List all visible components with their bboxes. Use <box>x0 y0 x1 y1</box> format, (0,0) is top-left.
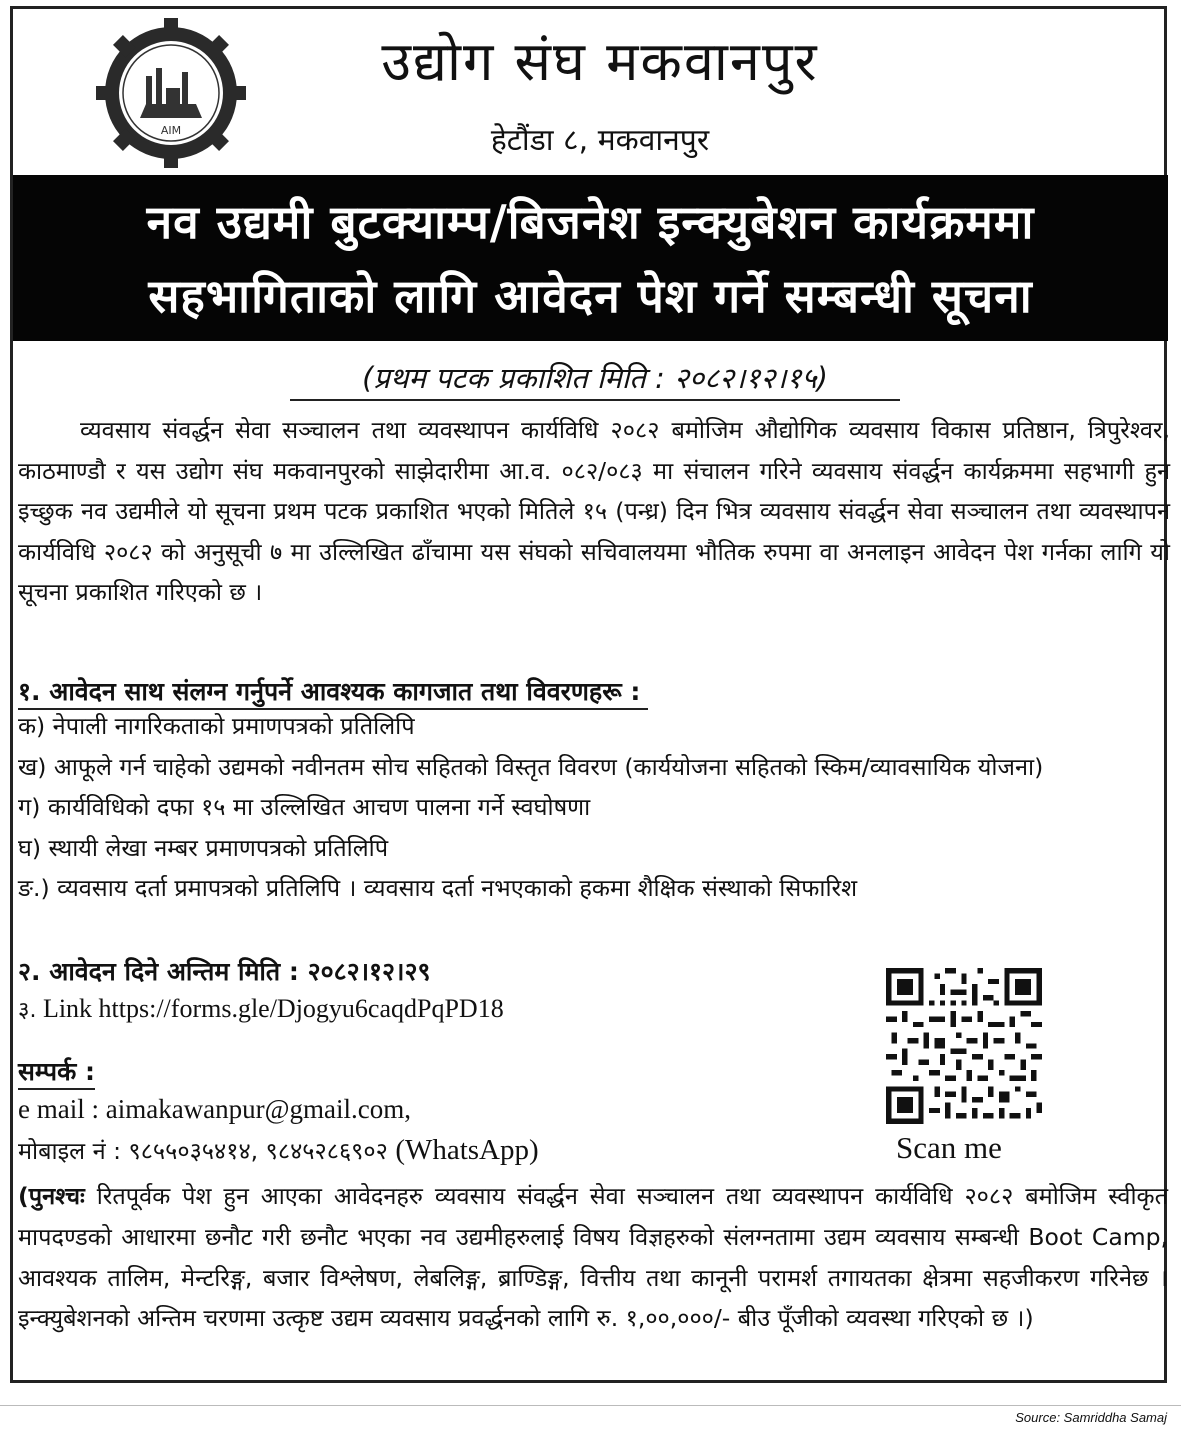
contact-email[interactable]: e mail : aimakawanpur@gmail.com, <box>18 1094 411 1124</box>
organization-title: उद्योग संघ मकवानपुर <box>381 30 819 93</box>
postscript-label: (पुनश्चः <box>18 1182 85 1210</box>
banner-line-1: नव उद्यमी बुटक्याम्प/बिजनेश इन्क्युबेशन कार्यक्रममा <box>146 195 1035 249</box>
publication-date: (प्रथम पटक प्रकाशित मिति : २०८२।१२।१५) <box>290 358 900 401</box>
postscript-text: रितपूर्वक पेश हुन आएका आवेदनहरु व्यवसाय संवर्द्धन सेवा सञ्चालन तथा व्यवस्थापन कार्यविधि २०८२ बमोजिम स्वीकृत मापदण्डको आधारमा छनौट गरी छनौट भएका नव उद्यमीहरुलाई विषय विज्ञहरुको संलग्नतामा उद्यम व्यवसाय सम्बन्धी Boot Camp, आवश्यक तालिम, मेन्टरिङ्ग, बजार विश्लेषण, लेबलिङ्ग, ब्राण्डिङ्ग, वित्तीय तथा कानूनी परामर्श तगायतका क्षेत्रमा सहजीकरण गरिनेछ । इन्क्युबेशनको अन्तिम चरणमा उत्कृष्ट उद्यम व्यवसाय प्रवर्द्धनको लागि रु. १,००,०००/- बीउ पूँजीको व्यवस्था गरिएको छ ।) <box>18 1182 1168 1333</box>
intro-paragraph: व्यवसाय संवर्द्धन सेवा सञ्चालन तथा व्यवस्थापन कार्यविधि २०८२ बमोजिम औद्योगिक व्यवसाय विकास प्रतिष्ठान, त्रिपुरेश्वर, काठमाण्डौ र यस उद्योग संघ मकवानपुरको साझेदारीमा आ.व. ०८२/०८३ मा संचालन गरिने व्यवसाय संवर्द्धन कार्यक्रममा सहभागी हुन इच्छुक नव उद्यमीले यो सूचना प्रथम पटक प्रकाशित भएको मितिले १५ (पन्ध्र) दिन भित्र व्यवसाय संवर्द्धन सेवा सञ्चालन तथा व्यवस्थापन कार्यविधि २०८२ को अनुसूची ७ मा उल्लिखित ढाँचामा यस संघको सचिवालयमा भौतिक रुपमा वा अनलाइन आवेदन पेश गर्नका लागि यो सूचना प्रकाशित गरिएको छ । <box>18 416 1170 606</box>
qr-caption: Scan me <box>896 1130 1002 1165</box>
deadline-heading: २. आवेदन दिने अन्तिम मिति : २०८२।१२।२९ <box>18 957 431 986</box>
list-item: ख) आफूले गर्न चाहेको उद्यमको नवीनतम सोच सहितको विस्तृत विवरण (कार्ययोजना सहितको स्किम/व्यावसायिक योजना) <box>18 752 1044 781</box>
mobile-numbers: मोबाइल नं : ९८५५०३५४१४, ९८४५२८६९०२ <box>18 1137 388 1165</box>
footer-divider <box>0 1405 1181 1406</box>
link-number: ३. <box>18 998 37 1023</box>
whatsapp-label: (WhatsApp) <box>395 1134 539 1166</box>
contact-mobile <box>18 1134 539 1167</box>
list-item: क) नेपाली नागरिकताको प्रमाणपत्रको प्रतिलिपि <box>18 712 415 740</box>
form-link[interactable]: https://forms.gle/Djogyu6caqdPqPD18 <box>98 994 504 1023</box>
postscript-paragraph <box>18 1176 1168 1339</box>
qr-code-icon[interactable] <box>886 968 1042 1124</box>
section-1-heading: १. आवेदन साथ संलग्न गर्नुपर्ने आवश्यक कागजात तथा विवरणहरू : <box>18 674 648 710</box>
organization-address: हेटौंडा ८, मकवानपुर <box>490 123 710 158</box>
required-documents-list <box>18 706 1170 909</box>
list-item: ग) कार्यविधिको दफा १५ मा उल्लिखित आचण पालना गर्ने स्वघोषणा <box>18 793 591 821</box>
link-line <box>18 994 504 1024</box>
organization-logo <box>96 18 246 168</box>
list-item: घ) स्थायी लेखा नम्बर प्रमाणपत्रको प्रतिलिपि <box>18 833 389 862</box>
list-item: ङ.) व्यवसाय दर्ता प्रमापत्रको प्रतिलिपि । व्यवसाय दर्ता नभएकाको हकमा शैक्षिक संस्थाको सिफारिश <box>18 874 858 902</box>
logo-text: AIM <box>160 124 182 137</box>
source-credit: Source: Samriddha Samaj <box>1015 1410 1167 1425</box>
contact-heading: सम्पर्क : <box>18 1054 95 1090</box>
banner-line-2: सहभागिताको लागि आवेदन पेश गर्ने सम्बन्धी सूचना <box>148 269 1033 323</box>
notice-banner <box>13 175 1168 341</box>
link-label: Link <box>42 994 93 1023</box>
